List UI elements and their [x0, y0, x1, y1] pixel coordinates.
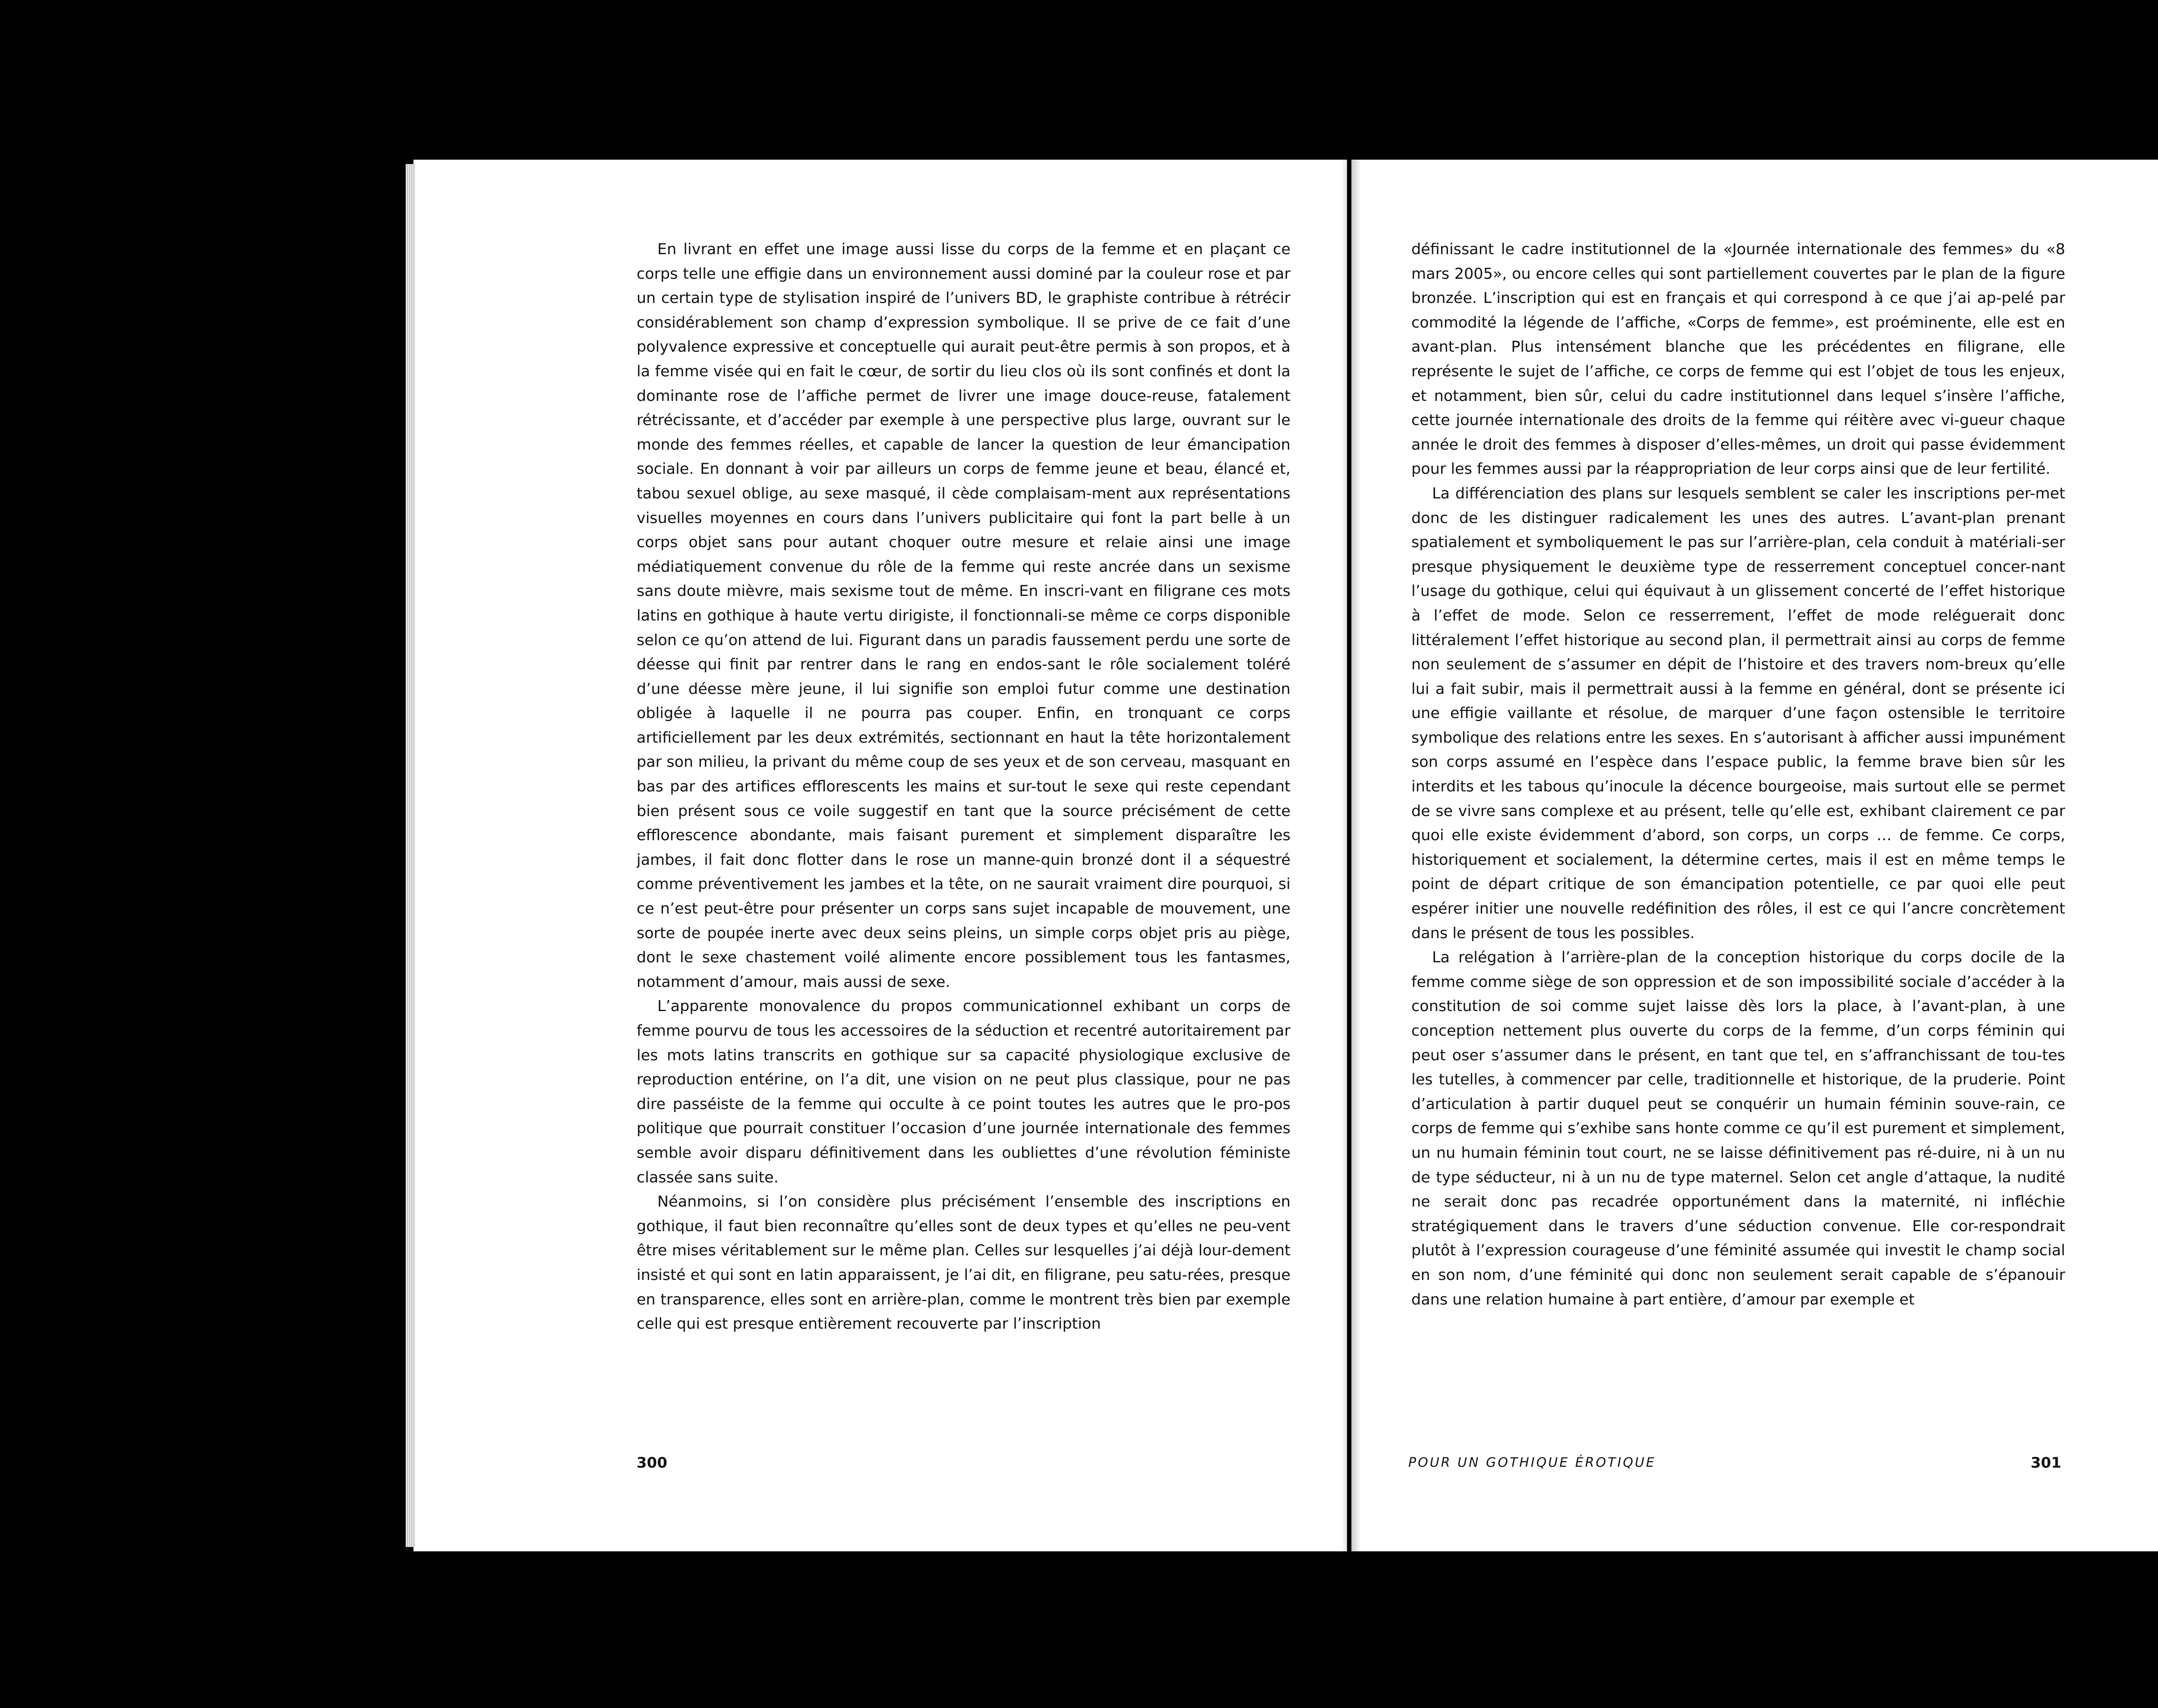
right-paragraph-2: La différenciation des plans sur lesquels semblent se caler les inscriptions per-met donc de les distinguer radicalement les unes des autres. L’avant-plan prenant spatialement et symboliquement le pas sur l’arrière-plan, cela conduit à matériali-ser presque physiquement le deuxième type de resserrement conceptuel concer-nant l’usage du gothique, celui qui équivaut à un glissement concerté de l’effet historique à l’effet de mode. Selon ce resserrement, l’effet de mode reléguerait donc littéralement l’effet historique au second plan, il permettrait ainsi au corps de femme non seulement de s’assumer en dépit de l’histoire et des travers nom-breux qu’elle lui a fait subir, mais il permettrait aussi à la femme en général, dont se présente ici une effigie vaillante et résolue, de marquer d’une façon ostensible le territoire symbolique des relations entre les sexes. En s’autorisant à afficher aussi impunément son corps assumé en l’espèce dans l’espace public, la femme brave bien sûr les interdits et les tabous qu’inocule la décence bourgeoise, mais surtout elle se permet de se vivre sans complexe et au présent, telle qu’elle est, exhibant clairement ce par quoi elle existe évidemment d’abord, son corps, un corps … de femme. Ce corps, historiquement et socialement, la détermine certes, mais il est en même temps le point de départ critique de son émancipation potentielle, ce par quoi elle peut espérer initier une nouvelle redéfinition des rôles, il est ce qui l’ancre concrètement dans le présent de tous les possibles.: [1411, 485, 2065, 942]
running-head: POUR UN GOTHIQUE ÉROTIQUE: [1408, 1455, 1656, 1470]
right-paragraph-3: La relégation à l’arrière-plan de la conception historique du corps docile de la femme comme siège de son oppression et de son impossibilité sociale d’accéder à la constitution de soi comme sujet laisse dès lors la place, à l’avant-plan, à une conception nettement plus ouverte du corps de la femme, d’un corps féminin qui peut oser s’assumer dans le présent, en tant que tel, en s’affranchissant de tou-tes les tutelles, à commencer par celle, traditionnelle et historique, de la pruderie. Point d’articulation à partir duquel peut se conquérir un humain féminin souve-rain, ce corps de femme qui s’exhibe sans honte comme ce qu’il est purement et simplement, un nu humain féminin tout court, ne se laisse définitivement pas ré-duire, ni à un nu de type séducteur, ni à un nu de type maternel. Selon cet angle d’attaque, la nudité ne serait donc pas recadrée opportunément dans la maternité, ni infléchie stratégiquement dans le travers d’une séduction convenue. Elle cor-respondrait plutôt à l’expression courageuse d’une féminité assumée qui investit le champ social en son nom, d’une féminité qui donc non seulement serait capable de s’épanouir dans une relation humaine à part entière, d’amour par exemple et: [1411, 949, 2065, 1308]
left-page-number: 300: [637, 1454, 667, 1472]
left-page-edges: [406, 164, 415, 1547]
right-page-number: 301: [2031, 1454, 2061, 1472]
right-page-body: [1411, 237, 2065, 1342]
right-paragraph-1: définissant le cadre institutionnel de la «Journée internationale des femmes» du «8 mars 2005», ou encore celles qui sont partiellement couvertes par le plan de la figure bronzée. L’inscription qui est en français et qui correspond à ce que j’ai ap-pelé par commodité la légende de l’affiche, «Corps de femme», est proéminente, elle est en avant-plan. Plus intensément blanche que les précédentes en filigrane, elle représente le sujet de l’affiche, ce corps de femme qui est l’objet de tous les enjeux, et notamment, bien sûr, celui du cadre institutionnel dans lequel s’insère l’affiche, cette journée internationale des droits de la femme qui réitère avec vi-gueur chaque année le droit des femmes à disposer d’elles-mêmes, un droit qui passe évidemment pour les femmes aussi par la réappropriation de leur corps ainsi que de leur fertilité.: [1411, 241, 2065, 478]
book-gutter: [1341, 160, 1361, 1551]
left-paragraph-1: En livrant en effet une image aussi lisse du corps de la femme et en plaçant ce corps telle une effigie dans un environnement aussi dominé par la couleur rose et par un certain type de stylisation inspiré de l’univers BD, le graphiste contribue à rétrécir considérablement son champ d’expression symbolique. Il se prive de ce fait d’une polyvalence expressive et conceptuelle qui aurait peut-être permis à son propos, et à la femme visée qui en fait le cœur, de sortir du lieu clos où ils sont confinés et dont la dominante rose de l’affiche permet de livrer une image douce-reuse, fatalement rétrécissante, et d’accéder par exemple à une perspective plus large, ouvrant sur le monde des femmes réelles, et capable de lancer la question de leur émancipation sociale. En donnant à voir par ailleurs un corps de femme jeune et beau, élancé et, tabou sexuel oblige, au sexe masqué, il cède complaisam-ment aux représentations visuelles moyennes en cours dans l’univers publicitaire qui font la part belle à un corps objet sans pour autant choquer outre mesure et relaie ainsi une image médiatiquement convenue du rôle de la femme qui reste ancrée dans un sexisme sans doute mièvre, mais sexisme tout de même. En inscri-vant en filigrane ces mots latins en gothique à haute vertu dirigiste, il fonctionnali-se même ce corps disponible selon ce qu’on attend de lui. Figurant dans un paradis faussement perdu une sorte de déesse qui finit par rentrer dans le rang en endos-sant le rôle socialement toléré d’une déesse mère jeune, il lui signifie son emploi futur comme une destination obligée à laquelle il ne pourra pas couper. Enfin, en tronquant ce corps artificiellement par les deux extrémités, sectionnant en haut la tête horizontalement par son milieu, la privant du même coup de ses yeux et de son cerveau, masquant en bas par des artifices efflorescents les mains et sur-tout le sexe qui reste cependant bien présent sous ce voile suggestif en tant que la source précisément de cette efflorescence abondante, mais faisant purement et simplement disparaître les jambes, il fait donc flotter dans le rose un manne-quin bronzé dont il a séquestré comme préventivement les jambes et la tête, on ne saurait vraiment dire pourquoi, si ce n’est peut-être pour présenter un corps sans sujet incapable de mouvement, une sorte de poupée inerte avec deux seins pleins, un simple corps objet pris au piège, dont le sexe chastement voilé alimente encore possiblement tous les fantasmes, notamment d’amour, mais aussi de sexe.: [637, 241, 1290, 991]
left-paragraph-3: Néanmoins, si l’on considère plus précisément l’ensemble des inscriptions en gothique, il faut bien reconnaître qu’elles sont de deux types et qu’elles ne peu-vent être mises véritablement sur le même plan. Celles sur lesquelles j’ai déjà lour-dement insisté et qui sont en latin apparaissent, je l’ai dit, en filigrane, peu satu-rées, presque en transparence, elles sont en arrière-plan, comme le montrent très bien par exemple celle qui est presque entièrement recouverte par l’inscription: [637, 1193, 1290, 1333]
left-paragraph-2: L’apparente monovalence du propos communicationnel exhibant un corps de femme pourvu de tous les accessoires de la séduction et recentré autoritairement par les mots latins transcrits en gothique sur sa capacité physiologique exclusive de reproduction entérine, on l’a dit, une vision on ne peut plus classique, pour ne pas dire passéiste de la femme qui occulte à ce point toutes les autres que le pro-pos politique que pourrait constituer l’occasion d’une journée internationale des femmes semble avoir disparu définitivement dans les oubliettes d’une révolution féministe classée sans suite.: [637, 998, 1290, 1186]
left-page-body: [637, 237, 1290, 1342]
